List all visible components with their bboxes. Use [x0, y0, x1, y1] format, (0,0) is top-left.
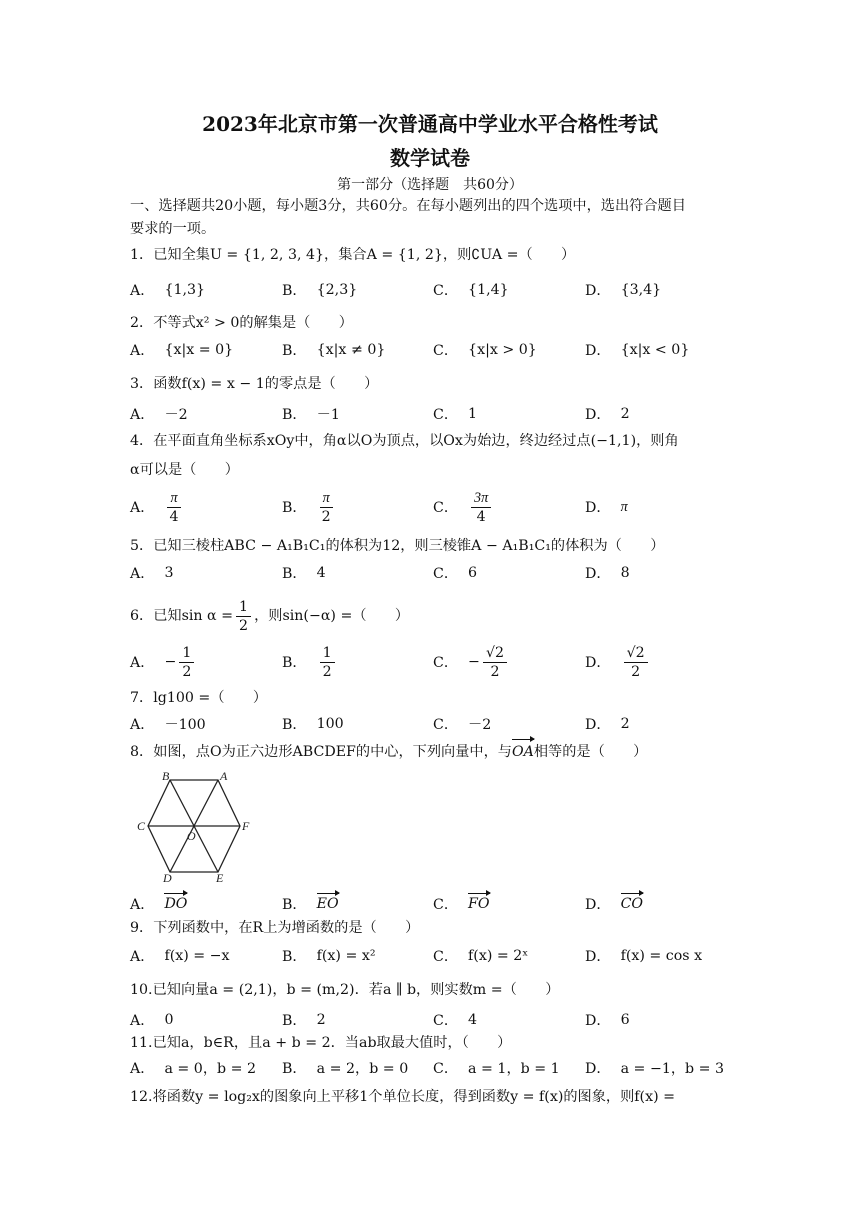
question-number: 3．: [130, 376, 154, 392]
question-1-options: [130, 270, 750, 310]
option-d[interactable]: D． {3,4}: [585, 282, 662, 299]
question-text: 已知三棱柱ABC − A₁B₁C₁的体积为12，则三棱锥A − A₁B₁C₁的体积为（ ）: [153, 538, 665, 554]
option-a[interactable]: A． －2: [130, 407, 188, 423]
vertex-label-a: A: [220, 769, 228, 783]
instructions-line-2: 要求的一项。: [130, 221, 216, 237]
option-c[interactable]: C． {x|x > 0}: [433, 342, 537, 359]
option-d[interactable]: D． CO: [585, 896, 644, 913]
option-c[interactable]: C． {1,4}: [433, 282, 509, 299]
question-text: 将函数y = log₂x的图象向上平移1个单位长度，得到函数y = f(x)的图象，则f(x) =: [152, 1089, 676, 1105]
exam-subtitle: 数学试卷: [390, 146, 470, 170]
option-d[interactable]: D． a = −1，b = 3: [585, 1061, 725, 1077]
question-9-options: [130, 936, 750, 976]
question-4-line-1: [130, 431, 740, 451]
center-label-o: O: [187, 829, 196, 843]
option-c[interactable]: C． 4: [433, 1012, 478, 1029]
option-b[interactable]: B． $\frac{1}{2}$: [282, 640, 338, 684]
option-a[interactable]: A． a = 0，b = 2: [130, 1061, 257, 1077]
option-b[interactable]: B． $\frac{\pi}{2}$: [282, 485, 336, 529]
question-2-options: [130, 330, 750, 370]
question-6: [130, 594, 740, 638]
question-number: 5．: [130, 538, 154, 554]
option-b[interactable]: B． －1: [282, 407, 340, 423]
option-c[interactable]: C． 6: [433, 565, 478, 582]
hexagon-edges: [148, 780, 240, 872]
question-text: 下列函数中，在R上为增函数的是（ ）: [153, 920, 420, 936]
option-d[interactable]: D． 6: [585, 1012, 630, 1029]
option-c[interactable]: C． a = 1，b = 1: [433, 1061, 560, 1077]
fraction: $\frac{1}{2}$: [236, 598, 251, 635]
question-text-tail: ，则sin(−α) =（ ）: [254, 608, 410, 624]
option-c[interactable]: C． FO: [433, 896, 490, 913]
question-text: 已知全集U = {1, 2, 3, 4}，集合A = {1, 2}，则∁UA =（ ）: [153, 247, 576, 263]
option-d[interactable]: D． f(x) = cos x: [585, 948, 703, 965]
vertex-label-e: E: [216, 871, 224, 885]
question-number: 10.: [130, 982, 153, 998]
question-number: 4．: [130, 433, 154, 449]
hexagon-figure: [130, 768, 258, 886]
option-c[interactable]: C． －2: [433, 717, 492, 733]
question-number: 1．: [130, 247, 154, 263]
option-b[interactable]: B． {2,3}: [282, 282, 358, 299]
option-a[interactable]: A． DO: [130, 896, 188, 913]
question-3: [130, 374, 740, 394]
option-a[interactable]: A． $\frac{\pi}{4}$: [130, 485, 184, 529]
option-b[interactable]: B． {x|x ≠ 0}: [282, 342, 386, 359]
vector-oa: OA: [511, 744, 534, 760]
question-1: [130, 245, 740, 265]
option-b[interactable]: B． 100: [282, 716, 344, 733]
question-9: [130, 918, 740, 938]
question-text: 已知向量a = (2,1)，b = (m,2)．若a ∥ b，则实数m =（ ）: [152, 982, 560, 998]
question-12: [130, 1087, 740, 1107]
option-a[interactable]: A． {1,3}: [130, 282, 206, 299]
option-d[interactable]: D． 8: [585, 565, 630, 582]
option-d[interactable]: D． π: [585, 498, 628, 516]
vertex-label-f: F: [242, 819, 250, 833]
vertex-label-d: D: [163, 871, 172, 885]
question-6-options: [130, 640, 750, 684]
option-b[interactable]: B． 2: [282, 1012, 326, 1029]
question-5-options: [130, 553, 750, 593]
question-8: [130, 742, 740, 762]
question-text: 在平面直角坐标系xOy中，角α以O为顶点，以Ox为始边，终边经过点(−1,1)，则角: [153, 433, 679, 449]
question-3-options: [130, 394, 750, 434]
part-heading: 第一部分（选择题 共60分）: [337, 177, 523, 193]
option-b[interactable]: B． EO: [282, 896, 339, 913]
vertex-label-c: C: [137, 819, 146, 833]
option-d[interactable]: D． $\frac{√2}{2}$: [585, 640, 651, 684]
option-a[interactable]: A． − $\frac{1}{2}$: [130, 640, 197, 684]
question-text-tail: 相等的是（ ）: [533, 744, 648, 760]
question-4-line-2: α可以是（ ）: [130, 462, 239, 478]
option-b[interactable]: B． a = 2，b = 0: [282, 1061, 409, 1077]
question-text: 如图，点O为正六边形ABCDEF的中心，下列向量中，与: [153, 744, 512, 760]
question-text: 函数f(x) = x − 1的零点是（ ）: [153, 376, 379, 392]
option-c[interactable]: C． − $\frac{√2}{2}$: [433, 640, 510, 684]
question-number: 8．: [130, 744, 154, 760]
option-a[interactable]: A． f(x) = −x: [130, 948, 230, 965]
question-number: 12.: [130, 1089, 153, 1105]
question-10: [130, 980, 740, 1000]
question-number: 7．: [130, 690, 154, 706]
question-number: 2．: [130, 315, 154, 331]
question-text: 已知sin α =: [153, 608, 234, 624]
question-text: lg100 =（ ）: [153, 690, 268, 706]
option-d[interactable]: D． 2: [585, 406, 630, 423]
option-a[interactable]: A． 3: [130, 565, 174, 582]
vertex-label-b: B: [162, 769, 170, 783]
option-a[interactable]: A． －100: [130, 717, 206, 733]
question-text: 不等式x² > 0的解集是（ ）: [153, 315, 353, 331]
instructions-line-1: 一、选择题共20小题，每小题3分，共60分。在每小题列出的四个选项中，选出符合题目: [130, 198, 686, 214]
option-b[interactable]: B． 4: [282, 565, 326, 582]
option-d[interactable]: D． 2: [585, 716, 630, 733]
question-text: 已知a，b∈R，且a + b = 2．当ab取最大值时，（ ）: [152, 1035, 512, 1051]
question-7-options: [130, 704, 750, 744]
exam-title: 2023年北京市第一次普通高中学业水平合格性考试: [202, 112, 658, 136]
option-c[interactable]: C． f(x) = 2ˣ: [433, 948, 529, 965]
question-number: 11.: [130, 1035, 153, 1051]
question-11-options: [130, 1048, 750, 1088]
option-b[interactable]: B． f(x) = x²: [282, 948, 376, 965]
option-c[interactable]: C． $\frac{3\pi}{4}$: [433, 485, 494, 529]
question-4-options: [130, 485, 750, 529]
question-number: 9．: [130, 920, 154, 936]
option-a[interactable]: A． {x|x = 0}: [130, 342, 234, 359]
option-c[interactable]: C． 1: [433, 406, 478, 423]
option-d[interactable]: D． {x|x < 0}: [585, 342, 690, 359]
option-a[interactable]: A． 0: [130, 1012, 174, 1029]
question-number: 6．: [130, 608, 154, 624]
